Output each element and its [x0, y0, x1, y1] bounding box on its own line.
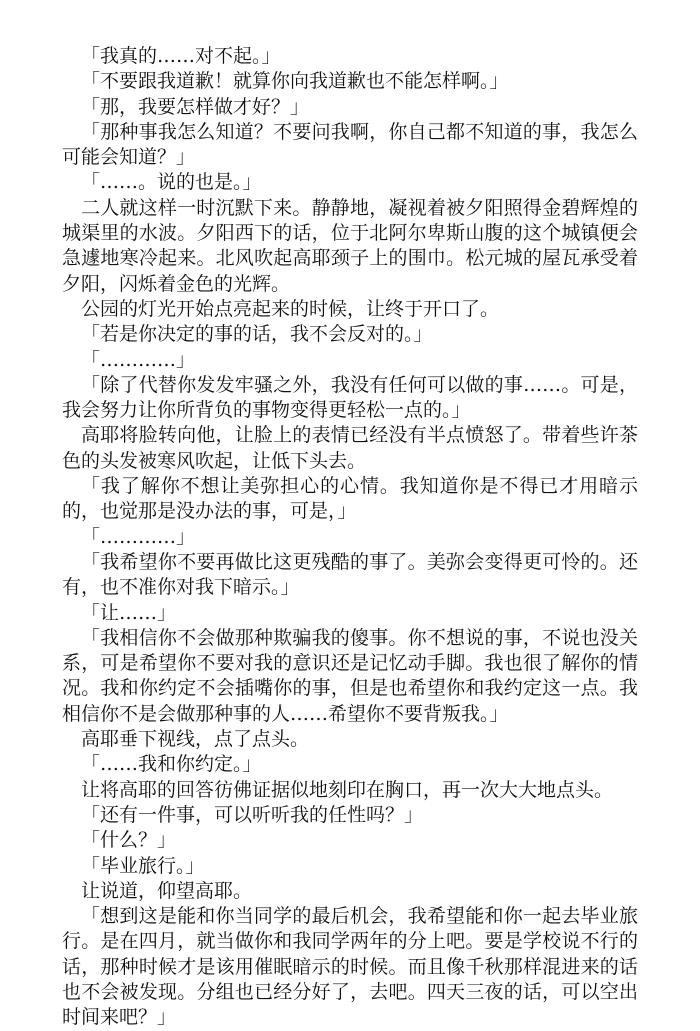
dialogue-paragraph: 「想到这是能和你当同学的最后机会，我希望能和你一起去毕业旅行。是在四月，就当做你和我同学两年的分上吧。要是学校说不行的话，那种时候才是该用催眠暗示的时候。而且像千秋那样混进来的话也不会被发现。分组也已经分好了，去吧。四天三夜的话，可以空出时间来吧？」	[62, 905, 638, 1029]
dialogue-paragraph: 「除了代替你发发牢骚之外，我没有任何可以做的事……。可是，我会努力让你所背负的事物变得更轻松一点的。」	[62, 373, 638, 422]
dialogue-paragraph: 「不要跟我道歉！就算你向我道歉也不能怎样啊。」	[81, 70, 509, 93]
dialogue-paragraph: 「……我和你约定。」	[81, 753, 262, 776]
dialogue-paragraph: 「什么？」	[81, 829, 177, 852]
dialogue-paragraph: 「我相信你不会做那种欺骗我的傻事。你不想说的事，不说也没关系，可是希望你不要对我的意识还是记忆动手脚。我也很了解你的情况。我和你约定不会插嘴你的事，但是也希望你和我约定这一点。我相信你不是会做那种事的人……希望你不要背叛我。」	[62, 626, 638, 725]
narration-paragraph: 高耶垂下视线，点了点头。	[81, 728, 310, 751]
dialogue-paragraph: 「…………」	[81, 348, 196, 371]
narration-paragraph: 让将高耶的回答彷佛证据似地刻印在胸口，再一次大大地点头。	[81, 778, 614, 801]
dialogue-paragraph: 「让……」	[81, 601, 177, 624]
dialogue-paragraph: 「我希望你不要再做比这更残酷的事了。美弥会变得更可怜的。还有，也不准你对我下暗示。」	[62, 550, 638, 599]
dialogue-paragraph: 「…………」	[81, 525, 196, 548]
novel-text-body	[62, 44, 638, 1031]
narration-paragraph: 二人就这样一时沉默下来。静静地，凝视着被夕阳照得金碧辉煌的城渠里的水波。夕阳西下的话，位于北阿尔卑斯山腹的这个城镇便会急遽地寒冷起来。北风吹起高耶颈子上的围巾。松元城的屋瓦承受着夕阳，闪烁着金色的光辉。	[62, 196, 638, 295]
dialogue-paragraph: 「那种事我怎么知道？不要问我啊，你自己都不知道的事，我怎么可能会知道？」	[62, 120, 638, 169]
dialogue-paragraph: 「我真的……对不起。」	[81, 45, 281, 67]
dialogue-paragraph: 「那，我要怎样做才好？」	[81, 95, 310, 118]
narration-paragraph: 让说道，仰望高耶。	[81, 879, 253, 902]
dialogue-paragraph: 「……。说的也是。」	[81, 171, 262, 194]
narration-paragraph: 公园的灯光开始点亮起来的时候，让终于开口了。	[81, 297, 500, 320]
narration-paragraph: 高耶将脸转向他，让脸上的表情已经没有半点愤怒了。带着些许茶色的头发被寒风吹起，让低下头去。	[62, 424, 638, 472]
dialogue-paragraph: 「毕业旅行。」	[81, 854, 205, 877]
dialogue-paragraph: 「我了解你不想让美弥担心的心情。我知道你是不得已才用暗示的，也觉那是没办法的事，可是，」	[62, 475, 638, 523]
dialogue-paragraph: 「还有一件事，可以听听我的任性吗？」	[81, 803, 424, 826]
dialogue-paragraph: 「若是你决定的事的话，我不会反对的。」	[81, 323, 433, 346]
